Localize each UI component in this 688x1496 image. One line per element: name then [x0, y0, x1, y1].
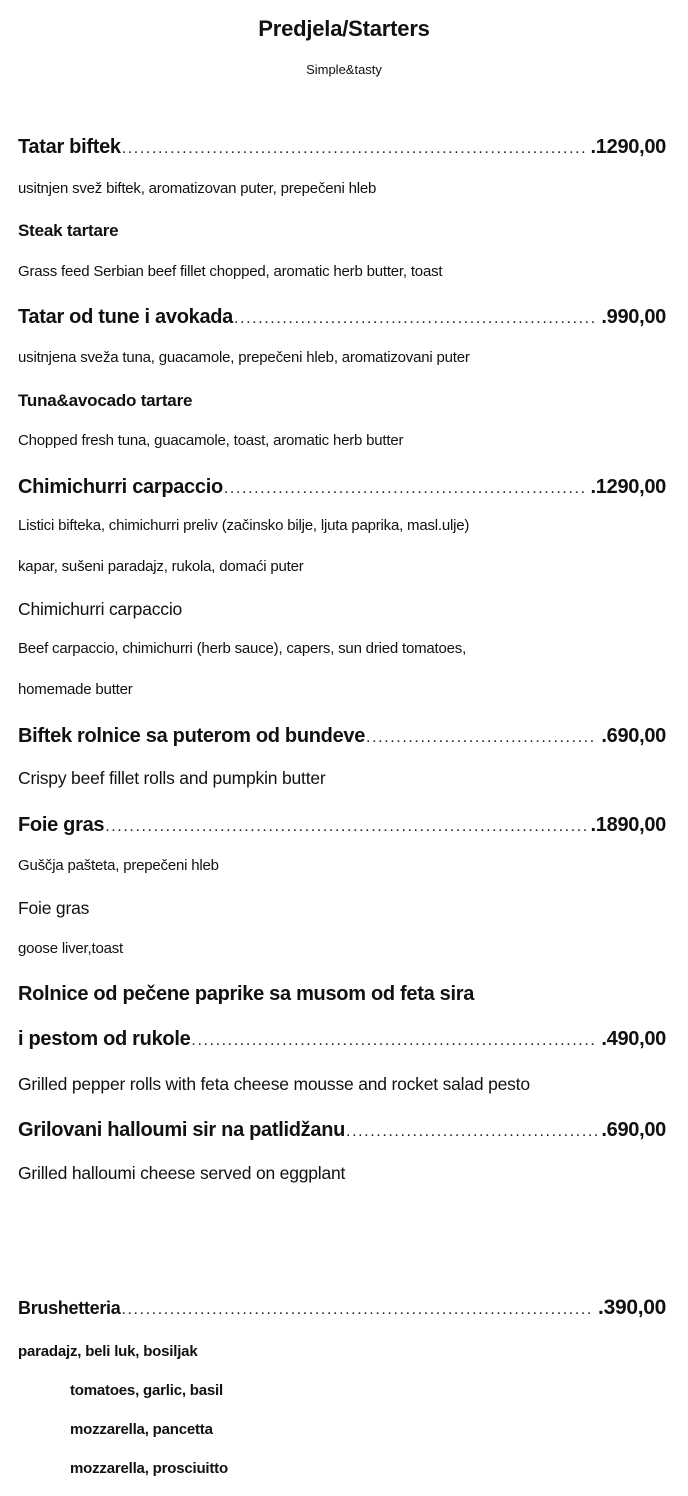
item-name: Tatar biftek [18, 136, 121, 158]
item-name-en: Chimichurri carpaccio [18, 599, 183, 619]
item-name: Foie gras [18, 814, 105, 836]
item-price: .990,00 [601, 306, 666, 328]
dot-leader [234, 310, 597, 328]
menu-item-halloumi [18, 1119, 666, 1142]
menu-item-chimichurri-carpaccio [18, 476, 666, 499]
item-description-en: Grass feed Serbian beef fillet chopped, aromatic herb butter, toast [18, 263, 443, 280]
variant-item: mozzarella, pancetta [70, 1421, 213, 1438]
variant-item: mozzarella, prosciuitto [70, 1460, 228, 1477]
item-name: Biftek rolnice sa puterom od bundeve [18, 725, 366, 747]
item-name: Grilovani halloumi sir na patlidžanu [18, 1119, 346, 1141]
item-description-sr-line2: kapar, sušeni paradajz, rukola, domaći puter [18, 558, 304, 575]
item-description-en-line1: Beef carpaccio, chimichurri (herb sauce), capers, sun dried tomatoes, [18, 640, 467, 657]
item-description-sr-line1: Listici bifteka, chimichurri preliv (začinsko bilje, ljuta paprika, masl.ulje) [18, 517, 470, 534]
item-description-en-line2: homemade butter [18, 681, 133, 698]
item-price: .1290,00 [590, 136, 666, 158]
item-name-en: Steak tartare [18, 221, 119, 240]
item-name: Brushetteria [18, 1298, 121, 1318]
item-name-line1: Rolnice od pečene paprike sa musom od feta sira [18, 983, 475, 1005]
item-name-en: Tuna&avocado tartare [18, 391, 193, 410]
item-name: Tatar od tune i avokada [18, 306, 234, 328]
item-description-sr: Guščja pašteta, prepečeni hleb [18, 857, 219, 874]
dot-leader [122, 140, 587, 158]
dot-leader [121, 1301, 594, 1319]
item-name: Chimichurri carpaccio [18, 476, 223, 498]
variant-item: tomatoes, garlic, basil [70, 1382, 223, 1399]
menu-item-foie-gras [18, 814, 666, 837]
item-description-sr: paradajz, beli luk, bosiljak [18, 1343, 198, 1360]
item-description-sr: usitnjen svež biftek, aromatizovan puter, prepečeni hleb [18, 180, 377, 197]
dot-leader [224, 480, 587, 498]
item-description-en: Crispy beef fillet rolls and pumpkin butter [18, 768, 326, 788]
menu-title: Predjela/Starters [258, 16, 430, 41]
item-description-en: goose liver,toast [18, 940, 123, 957]
item-name-en: Foie gras [18, 898, 90, 918]
menu-item-tatar-biftek [18, 136, 666, 159]
dot-leader [346, 1123, 597, 1141]
item-price: .1290,00 [590, 476, 666, 498]
menu-item-biftek-rolnice [18, 725, 666, 748]
item-description-sr: usitnjena sveža tuna, guacamole, prepečeni hleb, aromatizovani puter [18, 349, 470, 366]
item-name-line2: i pestom od rukole [18, 1028, 191, 1050]
item-description-en: Grilled pepper rolls with feta cheese mousse and rocket salad pesto [18, 1074, 530, 1094]
item-price: .690,00 [601, 1119, 666, 1141]
menu-item-rolnice-paprike [18, 1028, 666, 1051]
item-price: .690,00 [601, 725, 666, 747]
item-price: .390,00 [598, 1296, 666, 1319]
item-price: .1890,00 [590, 814, 666, 836]
item-description-en: Grilled halloumi cheese served on eggplant [18, 1163, 346, 1183]
item-price: .490,00 [601, 1028, 666, 1050]
menu-item-brushetteria [18, 1296, 666, 1320]
menu-subtitle: Simple&tasty [306, 62, 382, 77]
item-description-en: Chopped fresh tuna, guacamole, toast, aromatic herb butter [18, 432, 404, 449]
dot-leader [191, 1032, 597, 1050]
dot-leader [366, 729, 597, 747]
dot-leader [105, 818, 586, 836]
menu-item-tatar-tuna-avokado [18, 306, 666, 329]
